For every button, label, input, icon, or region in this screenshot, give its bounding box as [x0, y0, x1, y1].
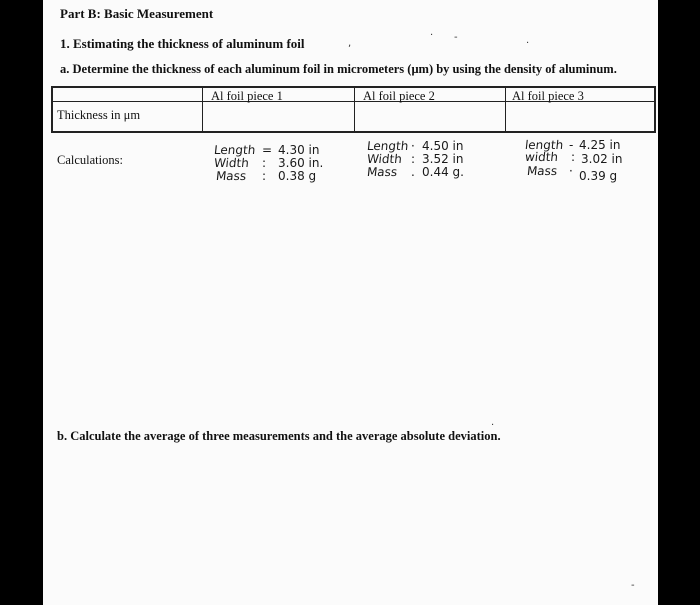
mass-separator: . [411, 165, 415, 179]
length-separator: - [569, 138, 574, 152]
mass-label: Mass [526, 164, 558, 178]
width-separator: : [262, 156, 267, 170]
part-heading: Part B: Basic Measurement [60, 6, 214, 21]
mass-separator: : [262, 169, 267, 183]
width-value: 3.02 in [581, 152, 623, 166]
width-value: 3.60 in. [278, 156, 324, 170]
table-right-border [654, 86, 656, 132]
length-value: 4.50 in [422, 139, 464, 153]
question-b: b. Calculate the average of three measurements and the average absolute deviation. [57, 429, 501, 443]
stray-mark: - [454, 32, 458, 43]
mass-value: 0.44 g. [422, 165, 464, 179]
length-separator: · [411, 139, 415, 153]
width-separator: : [411, 152, 416, 166]
length-label: Length [213, 143, 257, 157]
mass-value: 0.38 g [278, 169, 317, 183]
width-value: 3.52 in [422, 152, 464, 166]
table-left-border [51, 86, 53, 132]
length-label: length [524, 138, 564, 152]
length-separator: = [262, 143, 273, 157]
width-label: Width [213, 156, 250, 170]
calculations-label: Calculations: [57, 153, 123, 167]
thickness-row-label: Thickness in μm [57, 108, 141, 122]
length-label: Length [366, 139, 410, 153]
header-piece-1: Al foil piece 1 [211, 89, 283, 103]
handwritten-calc-piece-2 [367, 140, 497, 184]
handwritten-calc-piece-1 [214, 144, 344, 188]
mass-separator: · [569, 164, 573, 178]
stray-mark: - [631, 580, 635, 591]
section-heading: 1. Estimating the thickness of aluminum foil [60, 36, 305, 51]
handwritten-calc-piece-3 [525, 139, 645, 185]
stray-mark: · [491, 420, 495, 431]
stray-mark: · [430, 30, 434, 41]
mass-value: 0.39 g [579, 169, 618, 183]
stray-mark: · [526, 38, 530, 49]
header-piece-3: Al foil piece 3 [512, 89, 584, 103]
mass-label: Mass [215, 169, 247, 183]
stray-mark: , [348, 38, 352, 49]
question-a: a. Determine the thickness of each aluminum foil in micrometers (μm) by using the density of aluminum. [60, 62, 617, 76]
width-label: width [524, 150, 559, 164]
length-value: 4.25 in [579, 138, 621, 152]
header-piece-2: Al foil piece 2 [363, 89, 435, 103]
length-value: 4.30 in [278, 143, 320, 157]
table-col-divider-3 [505, 86, 506, 132]
mass-label: Mass [366, 165, 398, 179]
worksheet-page [43, 0, 658, 605]
width-label: Width [366, 152, 403, 166]
table-col-divider-1 [202, 86, 203, 132]
table-col-divider-2 [354, 86, 355, 132]
width-separator: : [571, 150, 576, 164]
